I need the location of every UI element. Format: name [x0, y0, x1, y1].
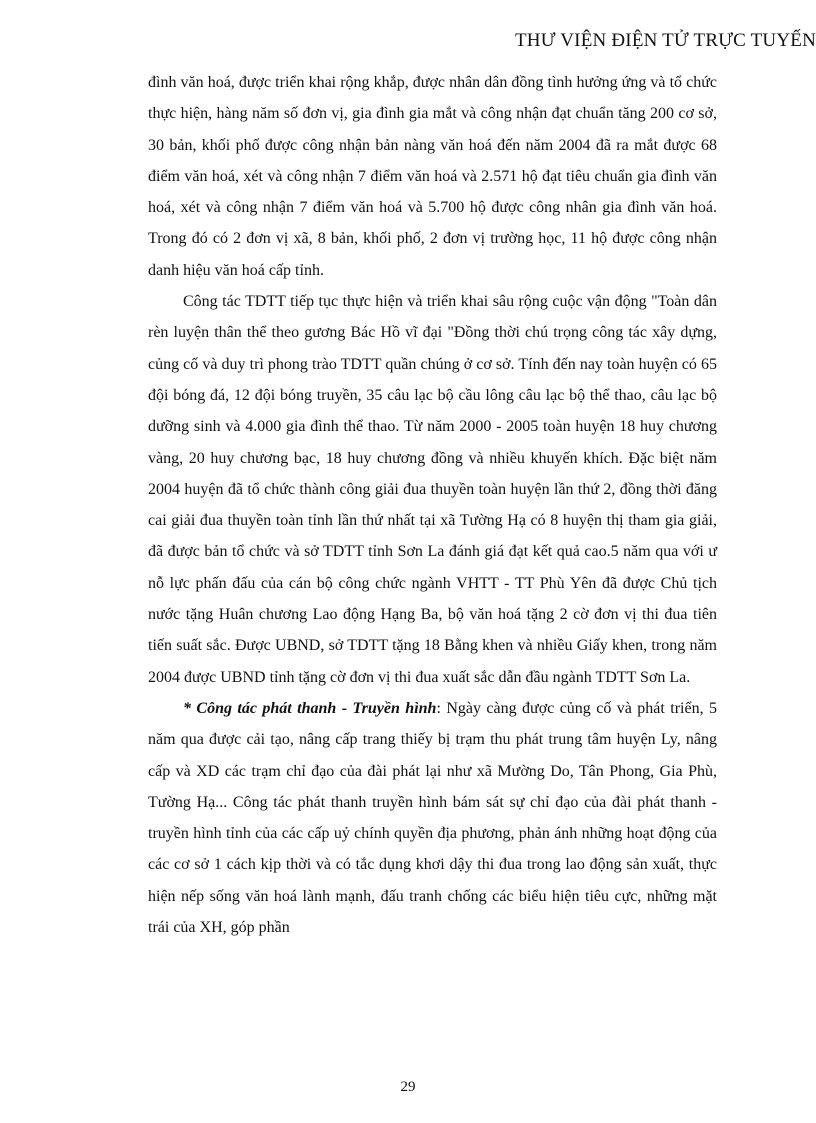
section-lead-heading: * Công tác phát thanh - Truyền hình	[183, 699, 437, 717]
paragraph-3	[148, 693, 717, 943]
body-text	[148, 67, 717, 943]
paragraph-2: Công tác TDTT tiếp tục thực hiện và triển khai sâu rộng cuộc vận động "Toàn dân rèn luyện thân thể theo gương Bác Hồ vĩ đại "Đồng thời chú trọng công tác xây dựng, củng cố và duy trì phong trào TDTT quần chúng ở cơ sở. Tính đến nay toàn huyện có 65 đội bóng đá, 12 đội bóng truyền, 35 câu lạc bộ cầu lông câu lạc bộ thể thao, câu lạc bộ dưỡng sinh và 4.000 gia đình thể thao. Từ năm 2000 - 2005 toàn huyện 18 huy chương vàng, 20 huy chương bạc, 18 huy chương đồng và nhiều khuyến khích. Đặc biệt năm 2004 huyện đã tổ chức thành công giải đua thuyền toàn huyện lần thứ 2, đồng thời đăng cai giải đua thuyền toàn tỉnh lần thứ nhất tại xã Tường Hạ có 8 huyện thị tham gia giải, đã được bản tổ chức và sở TDTT tỉnh Sơn La đánh giá đạt kết quả cao.5 năm qua với ư nỗ lực phấn đấu của cán bộ công chức ngành VHTT - TT Phù Yên đã được Chủ tịch nước tặng Huân chương Lao động Hạng Ba, bộ văn hoá tặng 2 cờ đơn vị thi đua tiên tiến suất sắc. Được UBND, sở TDTT tặng 18 Bằng khen và nhiều Giấy khen, trong năm 2004 được UBND tỉnh tặng cờ đơn vị thi đua xuất sắc dẫn đầu ngành TDTT Sơn La.	[148, 293, 717, 686]
page-number: 29	[400, 1079, 416, 1095]
paragraph-1: đình văn hoá, được triển khai rộng khắp, được nhân dân đồng tình hưởng ứng và tổ chức thực hiện, hàng năm số đơn vị, gia đình gia mắt và công nhận đạt chuẩn tăng 200 cơ sở, 30 bản, khối phố được công nhận bản nàng văn hoá đến năm 2004 đã ra mắt được 68 điểm văn hoá, xét và công nhận 7 điểm văn hoá và 2.571 hộ đạt tiêu chuẩn gia đình văn hoá, xét và công nhận 7 điểm văn hoá và 5.700 hộ được công nhân gia đình văn hoá. Trong đó có 2 đơn vị xã, 8 bản, khối phố, 2 đơn vị trường học, 11 hộ được công nhận danh hiệu văn hoá cấp tỉnh.	[148, 74, 717, 279]
running-header: THƯ VIỆN ĐIỆN TỬ TRỰC TUYẾN	[514, 30, 816, 51]
paragraph-3-text: : Ngày càng được củng cố và phát triển, 5 năm qua được cải tạo, nâng cấp trang thiếy bị trạm thu phát trung tâm huyện Ly, nâng cấp và XD các trạm chỉ đạo của đài phát lại như xã Mường Do, Tân Phong, Gia Phù, Tường Hạ... Công tác phát thanh truyền hình bám sát sự chỉ đạo của đài phát thanh - truyền hình tỉnh của các cấp uỷ chính quyền địa phương, phản ánh những hoạt động của các cơ sở 1 cách kịp thời và có tắc dụng khơi dậy thi đua trong lao động sản xuất, thực hiện nếp sống văn hoá lành mạnh, đấu tranh chống các biểu hiện tiêu cực, những mặt trái của XH, góp phần	[148, 699, 717, 937]
